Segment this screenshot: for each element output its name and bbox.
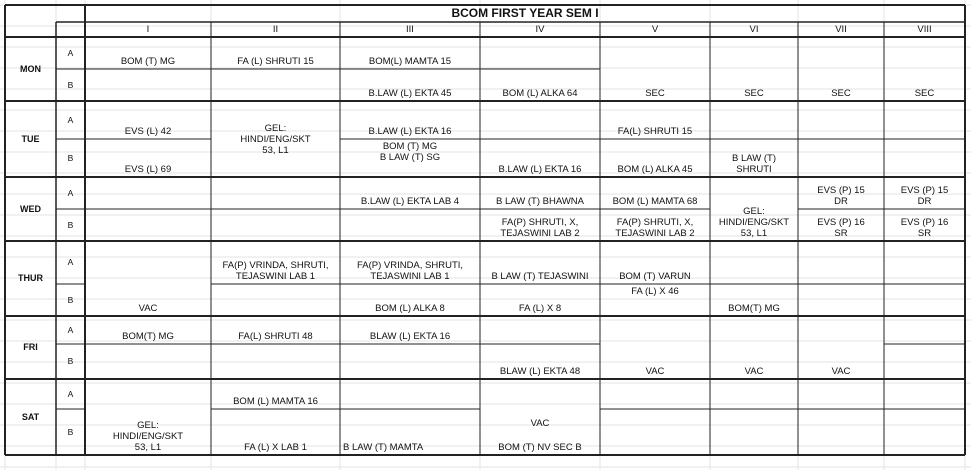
class-entry: GEL: HINDI/ENG/SKT 53, L1 — [718, 206, 790, 239]
row-label-b: B — [67, 426, 74, 437]
row-label-a: A — [67, 324, 74, 335]
class-entry: BOM (T) MG B LAW (T) SG — [379, 141, 441, 163]
class-entry: BOM (L) ALKA 64 — [502, 88, 578, 99]
row-label-b: B — [67, 152, 74, 163]
class-entry: SEC — [914, 88, 935, 99]
class-entry: SEC — [831, 88, 851, 99]
row-label-a: A — [67, 257, 74, 267]
class-entry: BOM (T) VARUN — [619, 271, 691, 282]
class-entry: B.LAW (L) EKTA 16 — [368, 126, 452, 137]
class-entry: FA (L) SHRUTI 15 — [237, 56, 314, 67]
class-entry: B LAW (T) BHAWNA — [496, 196, 584, 207]
sheet-title: BCOM FIRST YEAR SEM I — [451, 6, 599, 20]
class-entry: B LAW (T) SHRUTI — [732, 153, 776, 175]
class-entry: VAC — [831, 366, 851, 377]
row-label-a: A — [67, 388, 74, 399]
class-entry: BOM (T) MG — [120, 56, 176, 67]
class-entry: BOM (L) MAMTA 16 — [233, 396, 318, 407]
class-entry: BOM(L) MAMTA 15 — [368, 56, 452, 67]
period-header-2: II — [272, 24, 279, 35]
period-header-1: I — [146, 24, 150, 35]
period-header-5: V — [651, 24, 659, 35]
class-entry: VAC — [138, 303, 158, 314]
row-label-b: B — [67, 79, 74, 90]
class-entry: VAC — [645, 366, 665, 377]
class-entry: FA(P) VRINDA, SHRUTI, TEJASWINI LAB 1 — [222, 260, 329, 282]
class-entry: FA (L) X 46 — [631, 286, 679, 297]
class-entry: B.LAW (L) EKTA 45 — [368, 88, 452, 99]
class-entry: BOM (L) MAMTA 68 — [612, 196, 698, 207]
row-label-a: A — [67, 114, 74, 125]
day-label-mon: MON — [20, 63, 41, 74]
class-entry: BLAW (L) EKTA 16 — [369, 331, 451, 342]
class-entry: GEL: HINDI/ENG/SKT 53, L1 — [240, 122, 311, 156]
period-header-6: VI — [749, 24, 759, 35]
class-entry: SEC — [744, 88, 764, 99]
class-entry: VAC — [744, 366, 764, 377]
period-header-4: IV — [535, 24, 545, 35]
class-entry: EVS (P) 15 DR — [900, 185, 949, 207]
period-header-3: III — [406, 24, 414, 35]
row-label-a: A — [67, 187, 74, 198]
class-entry: EVS (L) 69 — [124, 164, 172, 175]
day-label-wed: WED — [20, 203, 41, 214]
class-entry: BOM (T) NV SEC B — [498, 442, 582, 453]
day-label-thur: THUR — [18, 273, 43, 283]
day-label-sat: SAT — [21, 411, 40, 422]
class-entry: B.LAW (L) EKTA 16 — [498, 164, 582, 175]
class-entry: FA (L) X 8 — [518, 303, 562, 314]
class-entry: BLAW (L) EKTA 48 — [499, 366, 581, 377]
class-entry: EVS (L) 42 — [124, 126, 172, 137]
class-entry: EVS (P) 16 SR — [900, 217, 949, 239]
class-entry: FA(P) VRINDA, SHRUTI, TEJASWINI LAB 1 — [356, 260, 464, 282]
row-label-b: B — [67, 219, 74, 230]
class-entry: BOM(T) MG — [728, 303, 780, 314]
day-label-tue: TUE — [21, 133, 40, 144]
period-header-7: VII — [835, 24, 847, 35]
class-entry: BOM (L) ALKA 45 — [617, 164, 693, 175]
class-entry: FA(L) SHRUTI 48 — [238, 331, 313, 342]
period-header-8: VIII — [917, 24, 932, 35]
class-entry: SEC — [645, 88, 665, 99]
day-label-fri: FRI — [23, 342, 38, 352]
class-entry: EVS (P) 16 SR — [817, 217, 865, 239]
class-entry: EVS (P) 15 DR — [817, 185, 865, 207]
class-entry: B LAW (T) MAMTA — [343, 442, 424, 453]
class-entry: B LAW (T) TEJASWINI — [491, 271, 589, 282]
class-entry: BOM (L) ALKA 8 — [375, 303, 445, 314]
class-entry: B.LAW (L) EKTA LAB 4 — [360, 196, 460, 207]
class-entry: FA (L) X LAB 1 — [244, 442, 307, 453]
row-label-a: A — [67, 47, 74, 58]
class-entry: FA(P) SHRUTI, X, TEJASWINI LAB 2 — [500, 217, 580, 239]
row-label-b: B — [67, 294, 74, 305]
class-entry: GEL: HINDI/ENG/SKT 53, L1 — [112, 420, 184, 453]
class-entry: FA(L) SHRUTI 15 — [617, 126, 693, 137]
class-entry: FA(P) SHRUTI, X, TEJASWINI LAB 2 — [615, 217, 695, 239]
class-entry: VAC — [530, 417, 550, 429]
class-entry: BOM(T) MG — [122, 331, 174, 342]
row-label-b: B — [67, 356, 74, 366]
